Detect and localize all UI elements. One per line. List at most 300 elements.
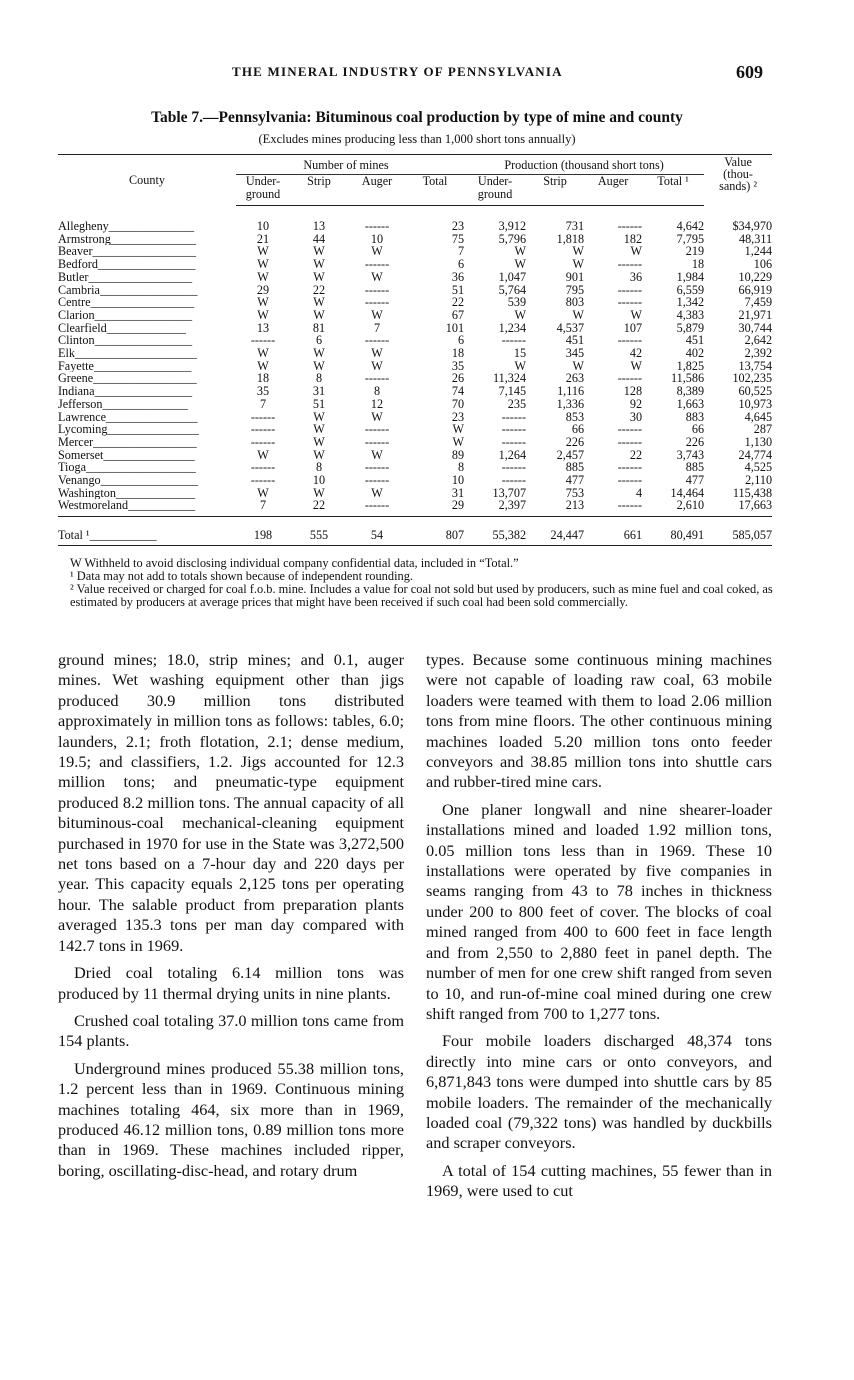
prod-strip-cell: W bbox=[572, 244, 585, 259]
prod-underground-cell: 5,796 bbox=[498, 231, 527, 246]
table-top-rule bbox=[58, 154, 772, 155]
mines-strip-cell: 81 bbox=[312, 320, 326, 335]
table-row bbox=[58, 284, 772, 297]
county-cell: Greene_________________ bbox=[58, 372, 197, 386]
value-cell: 21,971 bbox=[738, 307, 773, 322]
mines-auger-cell: ------ bbox=[364, 473, 390, 488]
prod-total-cell: 402 bbox=[685, 346, 705, 361]
prod-total-cell: 6,559 bbox=[676, 282, 705, 297]
prod-strip-cell: 795 bbox=[565, 282, 585, 297]
value-header bbox=[704, 156, 772, 206]
mines-total-cell: 22 bbox=[451, 295, 465, 310]
mines-total-cell: 36 bbox=[451, 269, 465, 284]
body-column-left bbox=[58, 650, 404, 1188]
table-row bbox=[58, 499, 772, 516]
mines-total-cell: 10 bbox=[451, 473, 465, 488]
county-cell: Washington_____________ bbox=[58, 486, 196, 500]
prod-strip-cell: 451 bbox=[565, 333, 585, 348]
table-row bbox=[58, 271, 772, 284]
prod-auger-cell: ------ bbox=[617, 257, 643, 272]
prod-total-cell: 3,743 bbox=[676, 447, 705, 462]
prod-underground-cell: ------ bbox=[501, 460, 527, 475]
mines-underground-cell: 198 bbox=[236, 517, 290, 546]
prod-strip-cell: 1,818 bbox=[556, 231, 585, 246]
mines-underground-cell: ------ bbox=[250, 333, 276, 348]
prod-underground-cell: 235 bbox=[507, 396, 527, 411]
mines-auger-header: Auger bbox=[348, 175, 406, 206]
mines-underground-cell: 13 bbox=[256, 320, 270, 335]
table-title: Table 7.—Pennsylvania: Bituminous coal production by type of mine and county bbox=[151, 109, 683, 126]
prod-auger-cell: 30 bbox=[629, 409, 643, 424]
prod-underground-cell: ------ bbox=[501, 422, 527, 437]
mines-underground-cell: ------ bbox=[250, 409, 276, 424]
paragraph: Crushed coal totaling 37.0 million tons came from 154 plants. bbox=[58, 1010, 404, 1051]
prod-total-cell: 1,825 bbox=[676, 358, 705, 373]
value-cell: 66,919 bbox=[738, 282, 773, 297]
county-cell: Total ¹___________ bbox=[58, 517, 236, 546]
mines-underground-cell: W bbox=[257, 295, 269, 310]
paragraph: Underground mines produced 55.38 million tons, 1.2 percent less than in 1969. Continuous mining machines totaling 464, six more than in 1969, produced 46.12 million tons, 0.89 million tons more than in 1969. These machines included ripper, boring, oscillating-disc-head, and rotary drum bbox=[58, 1058, 404, 1180]
prod-auger-cell: 128 bbox=[623, 384, 643, 399]
prod-underground-cell: ------ bbox=[501, 434, 527, 449]
prod-underground-cell: ------ bbox=[501, 409, 527, 424]
mines-auger-cell: W bbox=[371, 358, 383, 373]
value-cell: 4,525 bbox=[744, 460, 773, 475]
prod-total-cell: 451 bbox=[685, 333, 705, 348]
prod-underground-cell: ------ bbox=[501, 473, 527, 488]
value-cell: 1,244 bbox=[744, 244, 773, 259]
county-cell: Tioga__________________ bbox=[58, 461, 196, 475]
mines-underground-cell: 21 bbox=[256, 231, 270, 246]
mines-total-cell: W bbox=[452, 422, 465, 437]
mines-total-cell: 6 bbox=[457, 257, 465, 272]
mines-total-cell: 101 bbox=[445, 320, 465, 335]
mines-strip-cell: W bbox=[313, 409, 325, 424]
mines-total-cell: 89 bbox=[451, 447, 465, 462]
mines-strip-cell: W bbox=[313, 485, 325, 500]
prod-auger-cell: 661 bbox=[584, 517, 642, 546]
mines-total-cell: 6 bbox=[457, 333, 465, 348]
table-row bbox=[58, 436, 772, 449]
mines-auger-cell: 12 bbox=[370, 396, 384, 411]
prod-underground-cell: 7,145 bbox=[498, 384, 527, 399]
mines-auger-cell: ------ bbox=[364, 434, 390, 449]
mines-auger-cell: W bbox=[371, 409, 383, 424]
prod-underground-cell: W bbox=[514, 257, 527, 272]
mines-underground-cell: W bbox=[257, 269, 269, 284]
prod-strip-cell: 885 bbox=[565, 460, 585, 475]
county-cell: Clarion________________ bbox=[58, 308, 193, 322]
value-cell: 24,774 bbox=[738, 447, 773, 462]
prod-underground-cell: 1,234 bbox=[498, 320, 527, 335]
footnote-1: ¹ Data may not add to totals shown because of independent rounding. bbox=[70, 569, 413, 583]
prod-auger-cell: ------ bbox=[617, 282, 643, 297]
prod-auger-cell: ------ bbox=[617, 371, 643, 386]
table-row bbox=[58, 474, 772, 487]
prod-underground-cell: W bbox=[514, 358, 527, 373]
prod-auger-cell: ------ bbox=[617, 295, 643, 310]
mines-underground-cell: 35 bbox=[256, 384, 270, 399]
county-cell: Allegheny______________ bbox=[58, 218, 195, 233]
mines-strip-cell: W bbox=[313, 295, 325, 310]
prod-strip-cell: 853 bbox=[565, 409, 585, 424]
mines-underground-cell: ------ bbox=[250, 473, 276, 488]
mines-total-cell: 35 bbox=[451, 358, 465, 373]
mines-total-cell: W bbox=[452, 434, 465, 449]
mines-auger-cell: ------ bbox=[364, 295, 390, 310]
prod-total-cell: 5,879 bbox=[676, 320, 705, 335]
mines-underground-cell: W bbox=[257, 257, 269, 272]
mines-auger-cell: 10 bbox=[370, 231, 384, 246]
prod-strip-cell: 901 bbox=[565, 269, 585, 284]
mines-auger-cell: W bbox=[371, 346, 383, 361]
mines-total-cell: 807 bbox=[406, 517, 464, 546]
mines-total-cell: 51 bbox=[451, 282, 465, 297]
prod-auger-cell: ------ bbox=[617, 333, 643, 348]
county-cell: Butler_________________ bbox=[58, 270, 193, 284]
value-cell: 102,235 bbox=[732, 371, 773, 386]
mines-strip-cell: W bbox=[313, 447, 325, 462]
prod-total-cell: 1,663 bbox=[676, 396, 705, 411]
prod-total-cell: 885 bbox=[685, 460, 705, 475]
mines-total-cell: 8 bbox=[457, 460, 465, 475]
value-cell: 10,973 bbox=[738, 396, 773, 411]
prod-total-header: Total ¹ bbox=[642, 175, 704, 206]
value-header-line2: (thou- bbox=[723, 167, 753, 181]
prod-strip-cell: 731 bbox=[565, 219, 585, 233]
paragraph: Four mobile loaders discharged 48,374 tons directly into mine cars or onto conveyors, and 6,871,843 tons were dumped into shuttle cars by 85 mobile loaders. The remainder of the mechanically loaded coal (79,322 tons) was handled by duckbills and scraper conveyors. bbox=[426, 1031, 772, 1153]
mines-underground-cell: 18 bbox=[256, 371, 270, 386]
prod-auger-cell: ------ bbox=[617, 498, 643, 513]
mines-auger-cell: W bbox=[371, 307, 383, 322]
prod-strip-cell: 1,116 bbox=[557, 384, 585, 399]
table-notes bbox=[58, 557, 778, 609]
table-row bbox=[58, 309, 772, 322]
county-cell: Indiana________________ bbox=[58, 385, 193, 398]
mines-auger-cell: ------ bbox=[364, 219, 390, 233]
page-number: 609 bbox=[736, 62, 763, 82]
underground-line2: ground bbox=[245, 187, 281, 201]
table-row bbox=[58, 233, 772, 246]
county-cell: Jefferson______________ bbox=[58, 397, 188, 411]
coal-production-table bbox=[58, 156, 772, 546]
table-row bbox=[58, 360, 772, 373]
value-cell: 2,642 bbox=[744, 333, 773, 348]
mines-underground-cell: ------ bbox=[250, 460, 276, 475]
mines-strip-cell: 8 bbox=[315, 460, 323, 475]
table-row bbox=[58, 487, 772, 500]
mines-auger-cell: W bbox=[371, 244, 383, 259]
value-cell: 106 bbox=[753, 257, 773, 272]
county-cell: Bedford________________ bbox=[58, 258, 196, 271]
prod-auger-header: Auger bbox=[584, 175, 642, 206]
prod-underground-cell: 13,707 bbox=[492, 485, 527, 500]
prod-strip-cell: 477 bbox=[565, 473, 585, 488]
value-cell: 4,645 bbox=[744, 409, 773, 424]
prod-strip-cell: 24,447 bbox=[526, 517, 584, 546]
mines-strip-cell: W bbox=[313, 244, 325, 259]
value-cell: 7,459 bbox=[744, 295, 773, 310]
mines-strip-cell: W bbox=[313, 307, 325, 322]
paragraph: Dried coal totaling 6.14 million tons was produced by 11 thermal drying units in nine plants. bbox=[58, 963, 404, 1003]
mines-strip-cell: 44 bbox=[312, 231, 326, 246]
county-cell: Westmoreland___________ bbox=[58, 499, 196, 513]
county-cell: Centre_________________ bbox=[58, 296, 195, 309]
mines-underground-cell: W bbox=[257, 244, 269, 259]
prod-strip-cell: 803 bbox=[565, 295, 585, 310]
prod-underground-cell: 55,382 bbox=[464, 517, 526, 546]
mines-auger-cell: ------ bbox=[364, 422, 390, 437]
mines-underground-cell: ------ bbox=[250, 434, 276, 449]
prod-auger-cell: 107 bbox=[623, 320, 643, 335]
county-cell: Somerset_______________ bbox=[58, 448, 195, 462]
prod-total-cell: 4,642 bbox=[676, 219, 705, 233]
prod-total-cell: 4,383 bbox=[676, 307, 705, 322]
mines-auger-cell: 54 bbox=[348, 517, 406, 546]
county-cell: Armstrong______________ bbox=[58, 232, 197, 246]
mines-auger-cell: W bbox=[371, 447, 383, 462]
table-row bbox=[58, 385, 772, 398]
value-cell: 13,754 bbox=[738, 358, 773, 373]
prod-strip-cell: 753 bbox=[565, 485, 585, 500]
county-cell: Cambria________________ bbox=[58, 283, 198, 297]
mines-underground-cell: W bbox=[257, 485, 269, 500]
table-row bbox=[58, 411, 772, 424]
prod-underground-header bbox=[464, 175, 526, 206]
prod-underground-cell: 5,764 bbox=[498, 282, 527, 297]
mines-total-cell: 31 bbox=[451, 485, 465, 500]
table-row bbox=[58, 461, 772, 474]
mines-total-cell: 67 bbox=[451, 307, 465, 322]
mines-total-cell: 23 bbox=[451, 219, 465, 233]
table-row bbox=[58, 296, 772, 309]
prod-auger-cell: 22 bbox=[629, 447, 643, 462]
county-cell: Beaver_________________ bbox=[58, 245, 197, 259]
mines-strip-cell: W bbox=[313, 358, 325, 373]
prod-auger-cell: ------ bbox=[617, 460, 643, 475]
table-body bbox=[58, 206, 772, 546]
prod-total-cell: 219 bbox=[685, 244, 705, 259]
prod-strip-cell: W bbox=[572, 307, 585, 322]
prod-strip-cell: W bbox=[572, 257, 585, 272]
value-header-line1: Value bbox=[724, 155, 752, 169]
prod-strip-header: Strip bbox=[526, 175, 584, 206]
prod-auger-cell: ------ bbox=[617, 434, 643, 449]
mines-underground-cell: W bbox=[257, 346, 269, 361]
prod-underground-cell: 1,047 bbox=[498, 269, 527, 284]
paragraph: One planer longwall and nine shearer-loader installations mined and loaded 1.92 million tons, 0.05 million tons less than in 1969. These 10 installations were operated by five companies in seams ranging from 43 to 78 inches in thickness under 200 to 800 feet of cover. The blocks of coal mined ranged from 400 to 600 feet in face length and from 2,550 to 2,880 feet in panel depth. The number of men for one crew shift ranged from seven to 10, and run-of-mine coal mined during one crew shift ranged from 700 to 1,277 tons. bbox=[426, 799, 772, 1023]
mines-strip-header: Strip bbox=[290, 175, 348, 206]
value-header-line3: sands) ² bbox=[719, 179, 757, 193]
prod-strip-cell: 66 bbox=[571, 422, 585, 437]
prod-strip-cell: W bbox=[572, 358, 585, 373]
prod-auger-cell: 4 bbox=[635, 485, 643, 500]
prod-underground-cell: 539 bbox=[507, 295, 527, 310]
value-cell: 585,057 bbox=[704, 517, 772, 546]
prod-strip-cell: 2,457 bbox=[556, 447, 585, 462]
prod-underground-cell: ------ bbox=[501, 333, 527, 348]
mines-total-cell: 74 bbox=[451, 384, 465, 399]
mines-strip-cell: 22 bbox=[312, 282, 326, 297]
prod-auger-cell: W bbox=[630, 244, 643, 259]
prod-total-cell: 66 bbox=[691, 422, 705, 437]
prod-underground-cell: 15 bbox=[513, 346, 527, 361]
production-header: Production (thousand short tons) bbox=[464, 156, 704, 175]
mines-auger-cell: ------ bbox=[364, 498, 390, 513]
mines-auger-cell: 7 bbox=[373, 320, 381, 335]
mines-total-cell: 75 bbox=[451, 231, 465, 246]
county-cell: Venango________________ bbox=[58, 474, 199, 487]
prod-total-cell: 80,491 bbox=[642, 517, 704, 546]
mines-total-header: Total bbox=[406, 175, 464, 206]
prod-auger-cell: ------ bbox=[617, 219, 643, 233]
county-header: County bbox=[129, 173, 165, 188]
prod-strip-cell: 226 bbox=[565, 434, 585, 449]
prod-total-cell: 7,795 bbox=[676, 231, 705, 246]
prod-strip-cell: 263 bbox=[565, 371, 585, 386]
mines-strip-cell: 51 bbox=[312, 396, 326, 411]
table-row bbox=[58, 372, 772, 385]
prod-auger-cell: 92 bbox=[629, 396, 643, 411]
mines-underground-cell: ------ bbox=[250, 422, 276, 437]
prod-total-cell: 14,464 bbox=[670, 485, 705, 500]
mines-total-cell: 18 bbox=[451, 346, 465, 361]
table-row bbox=[58, 347, 772, 360]
prod-total-cell: 477 bbox=[685, 473, 705, 488]
underground-line1: Under- bbox=[245, 174, 281, 188]
mines-auger-cell: 8 bbox=[373, 384, 381, 399]
prod-strip-cell: 4,537 bbox=[556, 320, 585, 335]
prod-auger-cell: ------ bbox=[617, 473, 643, 488]
prod-auger-cell: 36 bbox=[629, 269, 643, 284]
county-cell: Elk____________________ bbox=[58, 347, 197, 360]
mines-strip-cell: 31 bbox=[312, 384, 326, 399]
value-cell: 2,392 bbox=[744, 346, 773, 361]
table-row bbox=[58, 423, 772, 436]
prod-total-cell: 883 bbox=[685, 409, 705, 424]
mines-auger-cell: ------ bbox=[364, 257, 390, 272]
table-row bbox=[58, 258, 772, 271]
value-cell: 30,744 bbox=[738, 320, 773, 335]
prod-auger-cell: 182 bbox=[623, 231, 643, 246]
prod-auger-cell: W bbox=[630, 307, 643, 322]
table-row bbox=[58, 245, 772, 258]
value-cell: 115,438 bbox=[732, 485, 773, 500]
prod-underground-cell: W bbox=[514, 307, 527, 322]
prod-underground-cell: 11,324 bbox=[492, 371, 527, 386]
prod-total-cell: 226 bbox=[685, 434, 705, 449]
table-row bbox=[58, 398, 772, 411]
mines-strip-cell: 13 bbox=[312, 219, 326, 233]
mines-underground-cell: 7 bbox=[259, 498, 267, 513]
prod-auger-cell: ------ bbox=[617, 422, 643, 437]
mines-strip-cell: 10 bbox=[312, 473, 326, 488]
value-cell: 1,130 bbox=[744, 434, 773, 449]
value-cell: 48,311 bbox=[738, 231, 773, 246]
mines-auger-cell: ------ bbox=[364, 282, 390, 297]
paragraph: types. Because some continuous mining machines were not capable of loading raw coal, 63 mobile loaders were teamed with them to load 2.06 million tons from mine floors. The other continuous mining machines loaded 5.20 million tons onto feeder conveyors and 38.85 million tons into shuttle cars and rubber-tired mine cars. bbox=[426, 650, 772, 792]
mines-strip-cell: 8 bbox=[315, 371, 323, 386]
mines-total-cell: 7 bbox=[457, 244, 465, 259]
value-cell: 287 bbox=[753, 422, 773, 437]
running-head-title: THE MINERAL INDUSTRY OF PENNSYLVANIA bbox=[232, 64, 563, 79]
county-cell: Clearfield_____________ bbox=[58, 321, 186, 335]
number-of-mines-header: Number of mines bbox=[236, 156, 464, 175]
mines-strip-cell: W bbox=[313, 346, 325, 361]
value-cell: 2,110 bbox=[745, 473, 773, 488]
paragraph: ground mines; 18.0, strip mines; and 0.1, auger mines. Wet washing equipment other than jigs produced 30.9 million tons distributed approximately in million tons as follows: tables, 6.0; launders, 2.1; froth flotation, 2.1; dense medium, 19.5; and classifiers, 1.2. Jigs accounted for 12.3 million tons; and pneumatic-type equipment produced 8.2 million tons. The annual capacity of all bituminous-coal mechanical-cleaning equipment purchased in 1970 for use in the State was 3,272,500 net tons based on a 7-hour day and 220 days per year. This capacity equals 2,125 tons per operating hour. The salable product from preparation plants averaged 135.3 tons per man day compared with 142.7 tons in 1969. bbox=[58, 650, 404, 955]
note-withheld: W Withheld to avoid disclosing individual company confidential data, included in “Total.” bbox=[70, 556, 519, 570]
mines-strip-cell: W bbox=[313, 434, 325, 449]
prod-auger-cell: 42 bbox=[629, 346, 643, 361]
mines-underground-header bbox=[236, 175, 290, 206]
table-subtitle: (Excludes mines producing less than 1,000 short tons annually) bbox=[258, 132, 576, 146]
prod-total-cell: 18 bbox=[691, 257, 705, 272]
mines-underground-cell: 10 bbox=[256, 219, 270, 233]
mines-strip-cell: 22 bbox=[312, 498, 326, 513]
mines-strip-cell: W bbox=[313, 257, 325, 272]
prod-strip-cell: 213 bbox=[565, 498, 585, 513]
mines-underground-cell: 29 bbox=[256, 282, 270, 297]
mines-total-cell: 70 bbox=[451, 396, 465, 411]
county-cell: Fayette________________ bbox=[58, 359, 192, 373]
table-row bbox=[58, 449, 772, 462]
value-cell: 10,229 bbox=[738, 269, 773, 284]
mines-underground-cell: W bbox=[257, 358, 269, 373]
prod-total-cell: 2,610 bbox=[676, 498, 705, 513]
mines-auger-cell: ------ bbox=[364, 333, 390, 348]
value-cell: 60,525 bbox=[738, 384, 773, 399]
mines-underground-cell: 7 bbox=[259, 396, 267, 411]
total-row bbox=[58, 517, 772, 546]
underground-line2: ground bbox=[477, 187, 513, 201]
prod-underground-cell: 2,397 bbox=[498, 498, 527, 513]
table-bottom-rule bbox=[58, 545, 772, 546]
prod-total-cell: 8,389 bbox=[676, 384, 705, 399]
county-cell: Clinton________________ bbox=[58, 334, 193, 348]
value-cell: $34,970 bbox=[732, 218, 773, 233]
mines-underground-cell: W bbox=[257, 447, 269, 462]
county-cell: Mercer_________________ bbox=[58, 435, 197, 449]
prod-underground-cell: 3,912 bbox=[498, 219, 527, 233]
prod-strip-cell: 345 bbox=[565, 346, 585, 361]
running-head bbox=[0, 62, 854, 86]
table-row bbox=[58, 206, 772, 233]
mines-auger-cell: ------ bbox=[364, 371, 390, 386]
mines-auger-cell: W bbox=[371, 485, 383, 500]
county-cell: Lawrence_______________ bbox=[58, 410, 198, 424]
mines-strip-cell: W bbox=[313, 269, 325, 284]
prod-underground-cell: W bbox=[514, 244, 527, 259]
table-row bbox=[58, 334, 772, 347]
value-cell: 17,663 bbox=[738, 498, 773, 513]
footnote-2: ² Value received or charged for coal f.o.b. mine. Includes a value for coal not sold but used by producers, such as mine fuel and coal coked, as estimated by producers at average prices that might have been received if such coal had been sold commercially. bbox=[70, 582, 773, 609]
underground-line1: Under- bbox=[477, 174, 513, 188]
prod-underground-cell: 1,264 bbox=[498, 447, 527, 462]
prod-total-cell: 1,984 bbox=[676, 269, 705, 284]
prod-auger-cell: W bbox=[630, 358, 643, 373]
prod-strip-cell: 1,336 bbox=[556, 396, 585, 411]
county-cell: Lycoming_______________ bbox=[58, 423, 199, 436]
mines-auger-cell: W bbox=[371, 269, 383, 284]
mines-auger-cell: ------ bbox=[364, 460, 390, 475]
prod-total-cell: 1,342 bbox=[676, 295, 705, 310]
paragraph: A total of 154 cutting machines, 55 fewer than in 1969, were used to cut bbox=[426, 1160, 772, 1201]
mines-total-cell: 29 bbox=[451, 498, 465, 513]
body-column-right bbox=[426, 650, 772, 1209]
mines-total-cell: 26 bbox=[451, 371, 465, 386]
mines-strip-cell: W bbox=[313, 422, 325, 437]
